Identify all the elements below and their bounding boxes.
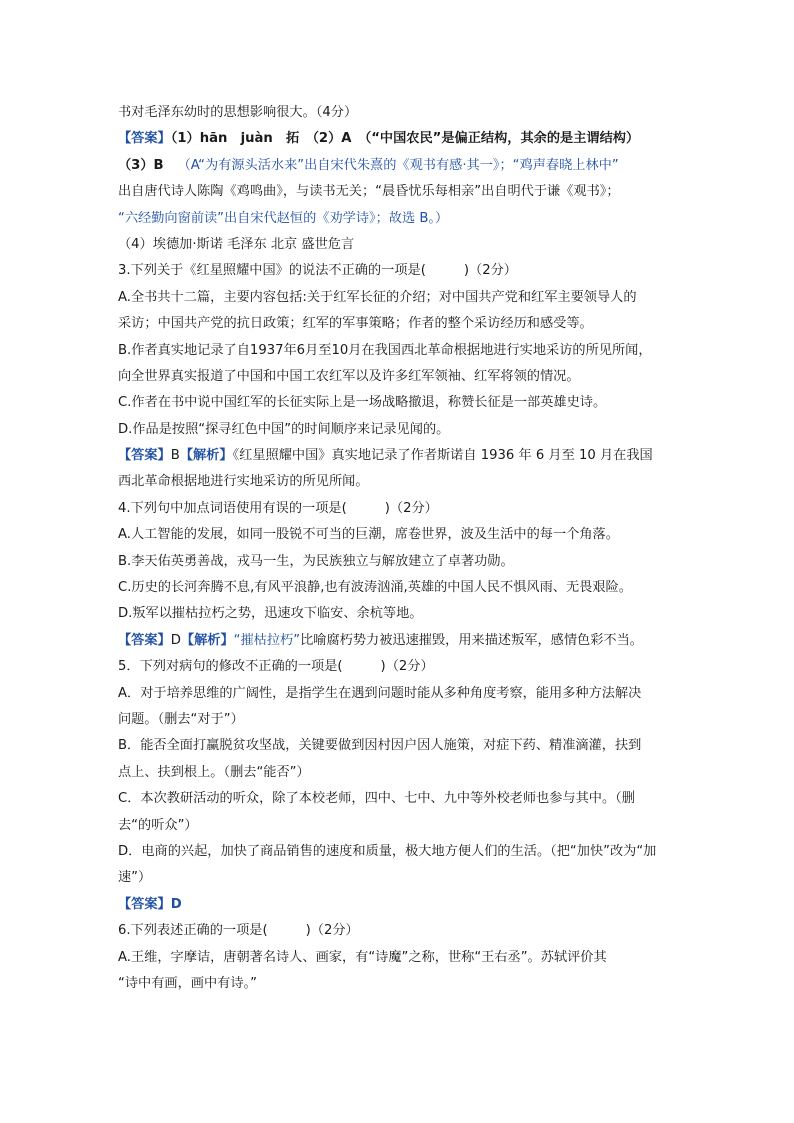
answer-text: （3）B (118, 157, 164, 173)
question-score: )（2分） (463, 263, 517, 279)
answer-choice: D (170, 632, 181, 648)
option-line (118, 865, 684, 891)
option-text: 速”） (118, 870, 152, 886)
option-line (118, 971, 684, 997)
analysis-text: 《红星照耀中国》真实地记录了作者斯诺自 1936 年 6 月至 10 月在我国 (232, 448, 653, 464)
option-text: 采访；中国共产党的抗日政策；红军的军事策略；作者的整个采访经历和感受等。 (118, 316, 593, 332)
option-line (118, 575, 684, 601)
question-text: 3.下列关于《红星照耀中国》的说法不正确的一项是( (118, 263, 426, 279)
paragraph-text: 书对毛泽东幼时的思想影响很大。（4分） (118, 105, 358, 120)
option-line (118, 813, 684, 839)
analysis-quote: “摧枯拉朽” (233, 632, 301, 648)
option-text: 问题。（删去“对于”） (118, 711, 244, 727)
analysis-text: 西北革命根据地进行实地采访的所见所闻。 (118, 474, 369, 490)
option-line (118, 522, 684, 548)
option-text: D.叛军以摧枯拉朽之势，迅速攻下临安、余杭等地。 (118, 606, 423, 622)
option-line (118, 945, 684, 971)
option-line (118, 839, 684, 865)
option-text: C．本次教研活动的听众，除了本校老师，四中、七中、九中等外校老师也参与其中。（删 (118, 791, 635, 807)
option-text: B.李天佑英勇善战，戎马一生，为民族独立与解放建立了卓著功勋。 (118, 553, 514, 569)
option-line (118, 417, 684, 443)
question-text: 5．下列对病句的修改不正确的一项是( (118, 659, 343, 675)
answer-line (118, 892, 684, 918)
answer-tag: 【答案】 (118, 632, 171, 648)
question-title (118, 258, 684, 284)
answer-tag: 【答案】 (118, 131, 171, 147)
option-text: D．电商的兴起，加快了商品销售的速度和质量，极大地方便人们的生活。（把“加快”改为“加 (118, 843, 657, 859)
answer-text: （1）hān juàn 拓 （2）A （“中国农民”是偏正结构，其余的是主谓结构） (170, 131, 640, 147)
answer-text: （4）埃德加·斯诺 毛泽东 北京 盛世危言 (118, 236, 355, 252)
option-text: C.作者在书中说中国红军的长征实际上是一场战略撤退，称赞长征是一部英雄史诗。 (118, 395, 607, 411)
option-text: A．对于培养思维的广阔性，是指学生在遇到问题时能从多种角度考察，能用多种方法解决 (118, 685, 642, 701)
answer-line (118, 232, 684, 258)
option-text: “诗中有画，画中有诗。” (118, 975, 257, 991)
text-line (118, 179, 684, 205)
answer-choice: D (170, 896, 182, 912)
answer-line (118, 628, 684, 654)
paragraph-text: 出自唐代诗人陈陶《鸡鸣曲》，与读书无关；“晨昏忧乐每相亲”出自明代于谦《观书》； (118, 184, 620, 200)
text-line (118, 469, 684, 495)
option-line (118, 681, 684, 707)
paragraph-text: “六经勤向窗前读”出自宋代赵恒的《劝学诗》；故选 B。） (118, 210, 449, 226)
document-page (118, 100, 684, 997)
option-text: D.作品是按照“探寻红色中国”的时间顺序来记录见闻的。 (118, 421, 450, 437)
option-text: A.全书共十二篇，主要内容包括:关于红军长征的介绍；对中国共产党和红军主要领导人的 (118, 289, 637, 305)
option-line (118, 733, 684, 759)
option-line (118, 707, 684, 733)
analysis-tag: 【解析】 (180, 632, 234, 648)
option-line (118, 311, 684, 337)
analysis-text: 比喻腐朽势力被迅速摧毁，用来描述叛军，感情色彩不当。 (300, 632, 643, 648)
option-line (118, 390, 684, 416)
option-line (118, 285, 684, 311)
answer-tag: 【答案】 (118, 896, 171, 912)
question-score: )（2分） (380, 659, 434, 675)
question-title (118, 496, 684, 522)
option-text: A.人工智能的发展，如同一股锐不可当的巨潮，席卷世界，波及生活中的每一个角落。 (118, 527, 619, 543)
option-text: B.作者真实地记录了自1937年6月至10月在我国西北革命根据地进行实地采访的所见所闻， (118, 342, 652, 358)
question-score: )（2分） (384, 500, 438, 516)
option-text: 去“的听众”） (118, 817, 198, 833)
analysis-tag: 【解析】 (179, 448, 233, 464)
question-title (118, 918, 684, 944)
answer-line (118, 443, 684, 469)
question-text: 4.下列句中加点词语使用有误的一项是( (118, 500, 347, 516)
option-line (118, 601, 684, 627)
answer-line (118, 126, 684, 152)
question-text: 6.下列表述正确的一项是( (118, 923, 268, 939)
text-line (118, 206, 684, 232)
question-score: )（2分） (305, 923, 359, 939)
text-line (118, 100, 684, 126)
question-title (118, 654, 684, 680)
option-line (118, 338, 684, 364)
answer-tag: 【答案】 (118, 448, 171, 464)
option-line (118, 549, 684, 575)
answer-choice: B (170, 448, 180, 464)
option-line (118, 364, 684, 390)
option-text: 点上、扶到根上。（删去“能否”） (118, 764, 310, 780)
answer-line (118, 153, 684, 179)
option-text: 向全世界真实报道了中国和中国工农红军以及许多红军领袖、红军将领的情况。 (118, 368, 580, 384)
option-text: C.历史的长河奔腾不息,有风平浪静,也有波涛汹涌,英雄的中国人民不惧风雨、无畏艰险。 (118, 580, 632, 596)
answer-explanation: （A“为有源头活水来”出自宋代朱熹的《观书有感·其一》；“鸡声春晓上林中” (177, 157, 619, 173)
option-line (118, 760, 684, 786)
option-text: A.王维，字摩诘，唐朝著名诗人、画家，有“诗魔”之称，世称“王右丞”。苏轼评价其 (118, 949, 607, 965)
option-text: B．能否全面打赢脱贫攻坚战，关键要做到因村因户因人施策，对症下药、精准滴灌，扶到 (118, 738, 642, 754)
option-line (118, 786, 684, 812)
